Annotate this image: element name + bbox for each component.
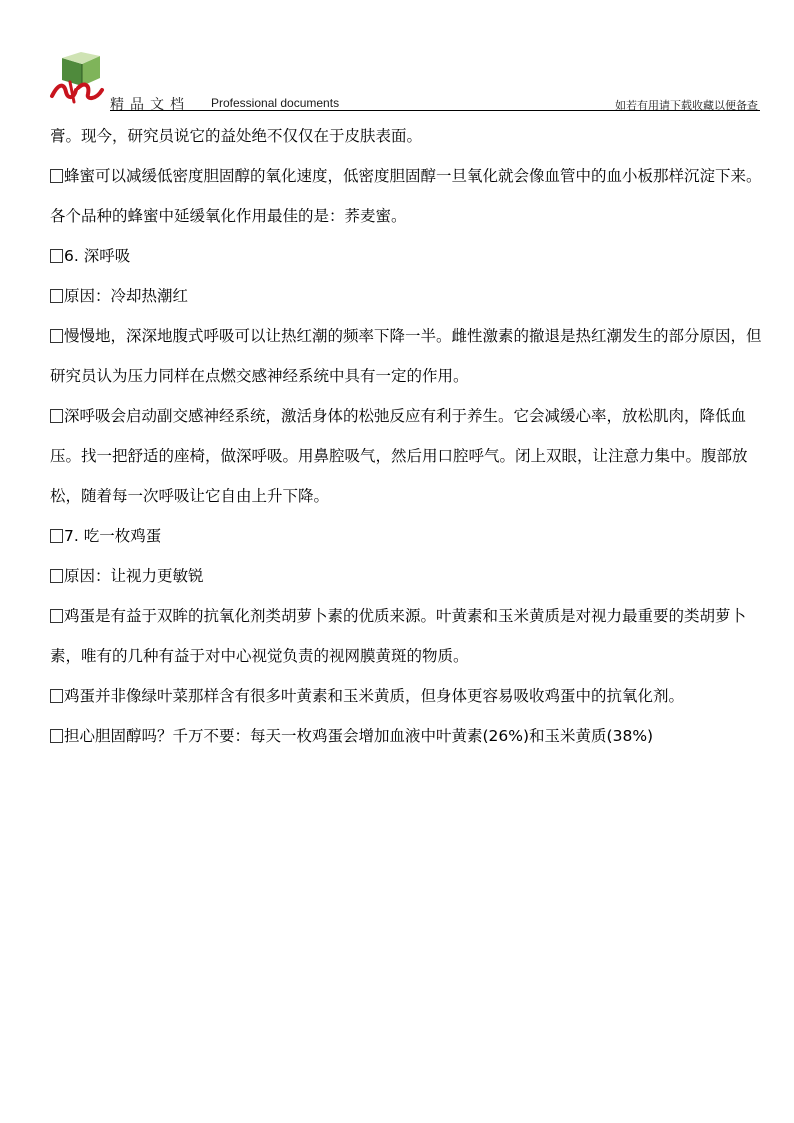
paragraph <box>50 156 762 236</box>
header-note: 如若有用请下载收藏以便备查 <box>615 99 758 112</box>
paragraph-text: 6. 深呼吸 <box>64 247 131 265</box>
header-subtitle: Professional documents <box>211 96 340 110</box>
paragraph-text: 深呼吸会启动副交感神经系统，激活身体的松弛反应有利于养生。它会减缓心率，放松肌肉，降低血压。找一把舒适的座椅，做深呼吸。用鼻腔吸气，然后用口腔呼气。闭上双眼，让注意力集中。腹部放松，随着每一次呼吸让它自由上升下降。 <box>50 407 748 505</box>
paragraph-text: 鸡蛋并非像绿叶菜那样含有很多叶黄素和玉米黄质，但身体更容易吸收鸡蛋中的抗氧化剂。 <box>64 687 685 705</box>
box-marker-icon <box>50 689 63 703</box>
box-marker-icon <box>50 249 63 263</box>
paragraph <box>50 276 762 316</box>
paragraph <box>50 396 762 516</box>
paragraph <box>50 556 762 596</box>
box-marker-icon <box>50 569 63 583</box>
page-header <box>48 52 760 112</box>
box-marker-icon <box>50 409 63 423</box>
box-marker-icon <box>50 289 63 303</box>
box-marker-icon <box>50 169 63 183</box>
paragraph-text: 7. 吃一枚鸡蛋 <box>64 527 162 545</box>
paragraph <box>50 676 762 716</box>
paragraph <box>50 596 762 676</box>
paragraph-text: 膏。现今，研究员说它的益处绝不仅仅在于皮肤表面。 <box>50 127 423 145</box>
box-marker-icon <box>50 729 63 743</box>
book-logo-icon <box>48 52 108 104</box>
header-divider <box>110 110 760 111</box>
paragraph <box>50 316 762 396</box>
box-marker-icon <box>50 609 63 623</box>
paragraph-text: 慢慢地，深深地腹式呼吸可以让热红潮的频率下降一半。雌性激素的撤退是热红潮发生的部分原因，但研究员认为压力同样在点燃交感神经系统中具有一定的作用。 <box>50 327 762 385</box>
section-heading <box>50 236 762 276</box>
header-title: 精品文档 <box>110 97 190 113</box>
paragraph-text: 蜂蜜可以减缓低密度胆固醇的氧化速度，低密度胆固醇一旦氧化就会像血管中的血小板那样沉淀下来。各个品种的蜂蜜中延缓氧化作用最佳的是：荞麦蜜。 <box>50 167 762 225</box>
document-body <box>50 116 762 756</box>
box-marker-icon <box>50 329 63 343</box>
section-heading <box>50 516 762 556</box>
paragraph-text: 原因：冷却热潮红 <box>64 287 189 305</box>
box-marker-icon <box>50 529 63 543</box>
paragraph-text: 担心胆固醇吗？千万不要：每天一枚鸡蛋会增加血液中叶黄素(26%)和玉米黄质(38%) <box>64 727 654 745</box>
paragraph-text: 原因：让视力更敏锐 <box>64 567 204 585</box>
paragraph <box>50 116 762 156</box>
paragraph-text: 鸡蛋是有益于双眸的抗氧化剂类胡萝卜素的优质来源。叶黄素和玉米黄质是对视力最重要的类胡萝卜素，唯有的几种有益于对中心视觉负责的视网膜黄斑的物质。 <box>50 607 747 665</box>
paragraph <box>50 716 762 756</box>
